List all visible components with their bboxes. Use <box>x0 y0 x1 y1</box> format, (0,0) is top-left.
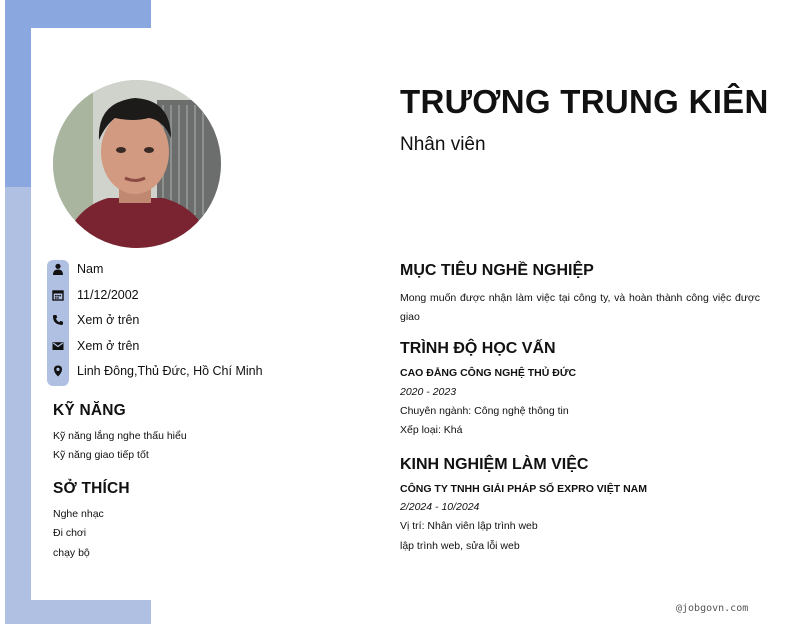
contact-email <box>50 336 139 356</box>
objective-title: MỤC TIÊU NGHỀ NGHIỆP <box>400 262 594 279</box>
phone-icon <box>50 312 66 328</box>
contact-phone <box>50 310 139 330</box>
experience-period: 2/2024 - 10/2024 <box>400 501 480 513</box>
objective-text: Mong muốn được nhận làm việc tại công ty, và hoàn thành công việc được giao <box>400 292 760 323</box>
location-pin-icon <box>50 363 66 379</box>
education-grade: Xếp loại: Khá <box>400 424 463 436</box>
candidate-role: Nhân viên <box>400 134 486 155</box>
mail-icon <box>50 338 66 354</box>
experience-company: CÔNG TY TNHH GIẢI PHÁP SỐ EXPRO VIỆT NAM <box>400 483 647 495</box>
address-text: Linh Đông,Thủ Đức, Hồ Chí Minh <box>77 364 263 378</box>
hobby-item: Đi chơi <box>53 527 87 539</box>
skill-item: Kỹ năng lắng nghe thấu hiểu <box>53 430 187 442</box>
birthday-text: 11/12/2002 <box>77 288 139 302</box>
calendar-icon <box>50 287 66 303</box>
contact-gender <box>50 259 103 279</box>
skill-item: Kỹ năng giao tiếp tốt <box>53 449 149 461</box>
user-icon <box>50 261 66 277</box>
skills-title: KỸ NĂNG <box>53 402 126 419</box>
phone-text: Xem ở trên <box>77 313 140 327</box>
education-school: CAO ĐẲNG CÔNG NGHỆ THỦ ĐỨC <box>400 367 577 379</box>
education-major: Chuyên ngành: Công nghệ thông tin <box>400 405 569 417</box>
experience-position: Vị trí: Nhân viên lập trình web <box>400 520 538 532</box>
profile-photo <box>53 80 221 248</box>
contact-birthday <box>50 285 139 305</box>
contact-address <box>50 361 263 381</box>
hobby-item: chạy bộ <box>53 547 90 559</box>
candidate-name: TRƯƠNG TRUNG KIÊN <box>400 83 769 120</box>
watermark: @jobgovn.com <box>676 603 749 614</box>
gender-text: Nam <box>77 262 104 276</box>
hobby-item: Nghe nhạc <box>53 508 104 520</box>
education-period: 2020 - 2023 <box>400 386 457 398</box>
education-title: TRÌNH ĐỘ HỌC VẤN <box>400 340 556 357</box>
experience-title: KINH NGHIỆM LÀM VIỆC <box>400 456 589 473</box>
hobbies-title: SỞ THÍCH <box>53 480 130 497</box>
experience-description: lập trình web, sửa lỗi web <box>400 540 520 552</box>
email-text: Xem ở trên <box>77 339 140 353</box>
profile-photo-illustration <box>53 80 221 248</box>
